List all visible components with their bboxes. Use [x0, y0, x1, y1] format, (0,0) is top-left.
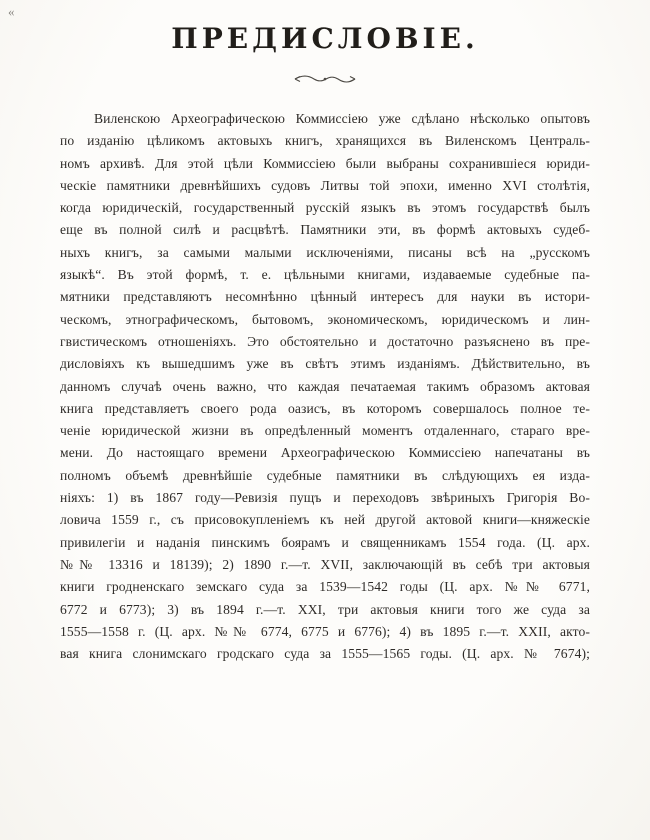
text-line: по изданію цѣликомъ актовыхъ книгъ, хранящихся въ Виленскомъ Централь- [60, 133, 590, 149]
text-line: ческомъ, этнографическомъ, бытовомъ, экономическомъ, юридическомъ и лин- [60, 311, 590, 327]
text-line: вая книга слонимскаго гродскаго суда за 1555—1565 годы. (Ц. арх. № 7674); [60, 646, 590, 662]
text-line: книга представляетъ своего рода оазисъ, въ которомъ совершалось полное те- [60, 400, 590, 416]
text-line: №№ 13316 и 18139); 2) 1890 г.—т. XVII, заключающій въ себѣ три актовыя [60, 556, 590, 572]
preface-text [60, 108, 590, 665]
text-line: еще въ полной силѣ и расцвѣтѣ. Памятники эти, въ формѣ актовыхъ судеб- [60, 222, 590, 238]
text-line: полномъ объемѣ древнѣйшіе судебные памятники въ слѣдующихъ ея изда- [60, 467, 590, 483]
text-line: мятники представляютъ несомнѣнно цѣнный интересъ для науки въ истори- [60, 289, 590, 305]
text-line: книги гродненскаго земскаго суда за 1539—1542 годы (Ц. арх. №№ 6771, [60, 579, 590, 595]
ornament-divider [0, 72, 650, 86]
text-line: мени. До настоящаго времени Археографическою Коммиссіею напечатаны въ [60, 445, 590, 461]
text-line: номъ архивѣ. Для этой цѣли Коммиссіею были выбраны сохранившіеся юриди- [60, 155, 590, 171]
text-line: гвистическомъ отношеніяхъ. Это обстоятельно и достаточно разъяснено въ пре- [60, 333, 590, 349]
text-line: языкѣ“. Въ этой формѣ, т. е. цѣльными книгами, издаваемые судебные па- [60, 267, 590, 283]
text-line: ченіе юридической жизни въ опредѣленный моментъ отдаленнаго, стараго вре- [60, 423, 590, 439]
text-line: 6772 и 6773); 3) въ 1894 г.—т. XXI, три актовыя книги того же суда за [60, 601, 590, 617]
text-line: Виленскою Археографическою Коммиссіею уже сдѣлано нѣсколько опытовъ [94, 111, 590, 126]
text-line: ческіе памятники древнѣйшихъ судовъ Литвы той эпохи, именно XVI столѣтія, [60, 177, 590, 193]
text-line: дисловіяхъ къ вышедшимъ уже въ свѣтъ этимъ изданіямъ. Дѣйствительно, въ [60, 356, 590, 372]
scan-artifact: « [8, 4, 15, 19]
text-line: ніяхъ: 1) въ 1867 году—Ревизія пущъ и переходовъ звѣриныхъ Григорія Во- [60, 490, 590, 506]
text-line: ныхъ книгъ, за самыми малыми исключеніями, писаны всѣ на „русскомъ [60, 244, 590, 260]
divider-flourish-icon [293, 72, 357, 86]
text-line: ловича 1559 г., съ присовокупленіемъ къ ней другой актовой книги—княжескіе [60, 512, 590, 528]
text-line: 1555—1558 г. (Ц. арх. №№ 6774, 6775 и 6776); 4) въ 1895 г.—т. XXII, акто- [60, 623, 590, 639]
page-title: ПРЕДИСЛОВІЕ. [171, 22, 479, 55]
text-line: данномъ случаѣ очень важно, что каждая печатаемая такимъ образомъ актовая [60, 378, 590, 394]
text-line: привилегіи и наданія пинскимъ боярамъ и священникамъ 1554 года. (Ц. арх. [60, 534, 590, 550]
text-line: когда юридическій, государственный русскій языкъ въ этомъ государствѣ былъ [60, 200, 590, 216]
